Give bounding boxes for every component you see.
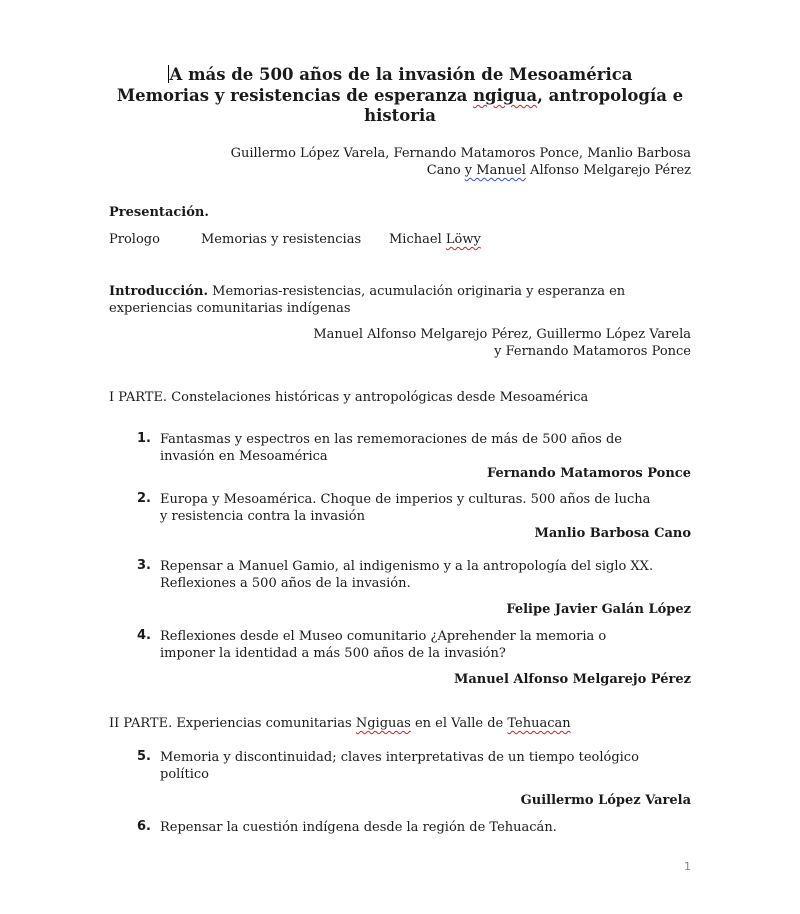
spellcheck-flag[interactable]: ngigua	[473, 86, 538, 105]
chapter-author: Guillermo López Varela	[520, 793, 691, 808]
chapter-author: Felipe Javier Galán López	[506, 602, 691, 617]
spellcheck-flag[interactable]: Löwy	[445, 232, 481, 247]
introduction-line-1: Introducción. Memorias-resistencias, acumulación originaria y esperanza en	[109, 284, 626, 299]
chapter-title-line: Reflexiones a 500 años de la invasión.	[160, 576, 411, 591]
chapter-title-line: y resistencia contra la invasión	[160, 509, 365, 524]
chapter-title-line: Repensar a Manuel Gamio, al indigenismo y a la antropología del siglo XX.	[160, 559, 654, 574]
introduction-authors-1: Manuel Alfonso Melgarejo Pérez, Guillermo López Varela	[313, 327, 691, 342]
chapter-title-line: político	[160, 767, 209, 782]
chapter-author: Manuel Alfonso Melgarejo Pérez	[453, 672, 691, 687]
authors-line-1: Guillermo López Varela, Fernando Matamoros Ponce, Manlio Barbosa	[230, 146, 691, 161]
chapter-author: Fernando Matamoros Ponce	[486, 466, 691, 481]
part-1-heading: I PARTE. Constelaciones históricas y antropológicas desde Mesoamérica	[109, 390, 589, 405]
text-cursor	[168, 65, 169, 83]
page-number: 1	[684, 860, 691, 873]
chapter-number: 4.	[137, 628, 151, 643]
part-2-heading: II PARTE. Experiencias comunitarias Ngiguas en el Valle de Tehuacan	[109, 716, 571, 731]
introduction-label: Introducción.	[109, 284, 209, 299]
title-line-1: A más de 500 años de la invasión de Mesoamérica	[169, 65, 633, 84]
chapter-title-line: Europa y Mesoamérica. Choque de imperios y culturas. 500 años de lucha	[160, 492, 651, 507]
chapter-number: 3.	[137, 558, 151, 573]
chapter-title-line: Memoria y discontinuidad; claves interpretativas de un tiempo teológico	[160, 750, 639, 765]
introduction-line-2: experiencias comunitarias indígenas	[109, 301, 351, 316]
chapter-title-line: Fantasmas y espectros en las rememoraciones de más de 500 años de	[160, 432, 622, 447]
chapter-title-line: Reflexiones desde el Museo comunitario ¿Aprehender la memoria o	[160, 629, 607, 644]
chapter-author: Manlio Barbosa Cano	[534, 526, 691, 541]
title-line-3: historia	[364, 106, 436, 125]
chapter-number: 6.	[137, 819, 151, 834]
prologue-label: Prologo	[109, 232, 160, 247]
spellcheck-flag[interactable]: Ngiguas	[355, 716, 411, 731]
chapter-title-line: Repensar la cuestión indígena desde la región de Tehuacán.	[160, 820, 557, 835]
title-line-2: Memorias y resistencias de esperanza ngigua, antropología e	[116, 86, 684, 105]
chapter-title-line: imponer la identidad a más 500 años de la invasión?	[160, 646, 506, 661]
chapter-number: 2.	[137, 491, 151, 506]
prologue-title: Memorias y resistencias	[201, 232, 362, 247]
prologue-author: Michael Löwy	[389, 232, 481, 247]
chapter-number: 5.	[137, 749, 151, 764]
introduction-authors-2: y Fernando Matamoros Ponce	[494, 344, 691, 359]
grammar-flag[interactable]: y Manuel	[464, 163, 526, 178]
authors-line-2: Cano y Manuel Alfonso Melgarejo Pérez	[426, 163, 691, 178]
presentation-heading: Presentación.	[109, 205, 209, 220]
spellcheck-flag[interactable]: Tehuacan	[507, 716, 571, 731]
chapter-number: 1.	[137, 431, 151, 446]
chapter-title-line: invasión en Mesoamérica	[160, 449, 328, 464]
